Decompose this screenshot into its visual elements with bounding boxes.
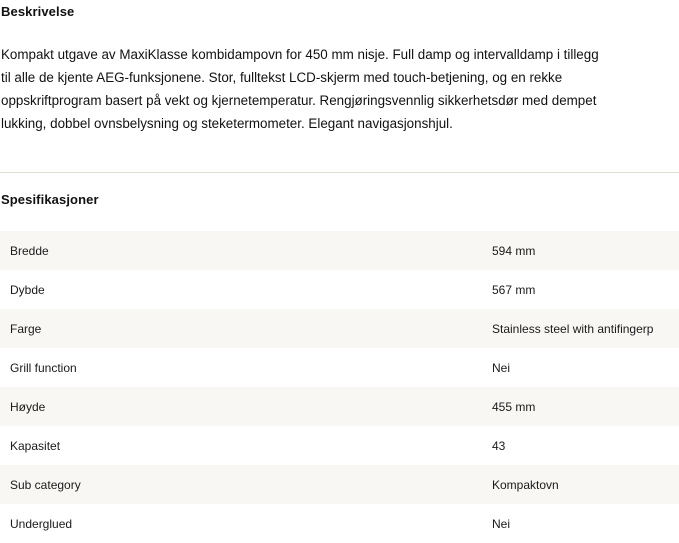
spec-label: Sub category (10, 477, 81, 492)
spec-row-grill-function (0, 348, 679, 387)
spec-row-sub-category (0, 465, 679, 504)
spec-label: Farge (10, 321, 42, 336)
section-divider (0, 172, 679, 173)
spec-label: Høyde (10, 399, 46, 414)
spec-label: Grill function (10, 360, 77, 375)
spec-value: 567 mm (492, 282, 536, 297)
spec-value: Nei (492, 360, 511, 375)
specifications-table (0, 231, 679, 543)
spec-label: Bredde (10, 243, 49, 258)
spec-value: 43 (492, 438, 506, 453)
spec-label: Kapasitet (10, 438, 61, 453)
spec-value: Kompaktovn (492, 477, 559, 492)
spec-label: Dybde (10, 282, 45, 297)
specifications-heading: Spesifikasjoner (1, 192, 99, 207)
spec-label: Underglued (10, 516, 73, 531)
spec-value: Stainless steel with antifingerp (492, 321, 654, 336)
spec-value: 594 mm (492, 243, 536, 258)
spec-row-dybde (0, 270, 679, 309)
spec-row-kapasitet (0, 426, 679, 465)
spec-value: Nei (492, 516, 511, 531)
spec-value: 455 mm (492, 399, 536, 414)
spec-row-hoyde (0, 387, 679, 426)
spec-row-farge (0, 309, 679, 348)
spec-row-underglued (0, 504, 679, 543)
description-heading: Beskrivelse (1, 4, 75, 19)
spec-row-bredde (0, 231, 679, 270)
product-description: Kompakt utgave av MaxiKlasse kombidampovn for 450 mm nisje. Full damp og intervalldamp i tillegg til alle de kjente AEG-funksjonene. Stor, fulltekst LCD-skjerm med touch-betjening, og en rekke oppskriftprogram basert på vekt og kjernetemperatur. Rengjøringsvennlig sikkerhetsdør med dempet lukking, dobbel ovnsbelysning og steketermometer. Elegant navigasjonshjul. (1, 47, 599, 131)
